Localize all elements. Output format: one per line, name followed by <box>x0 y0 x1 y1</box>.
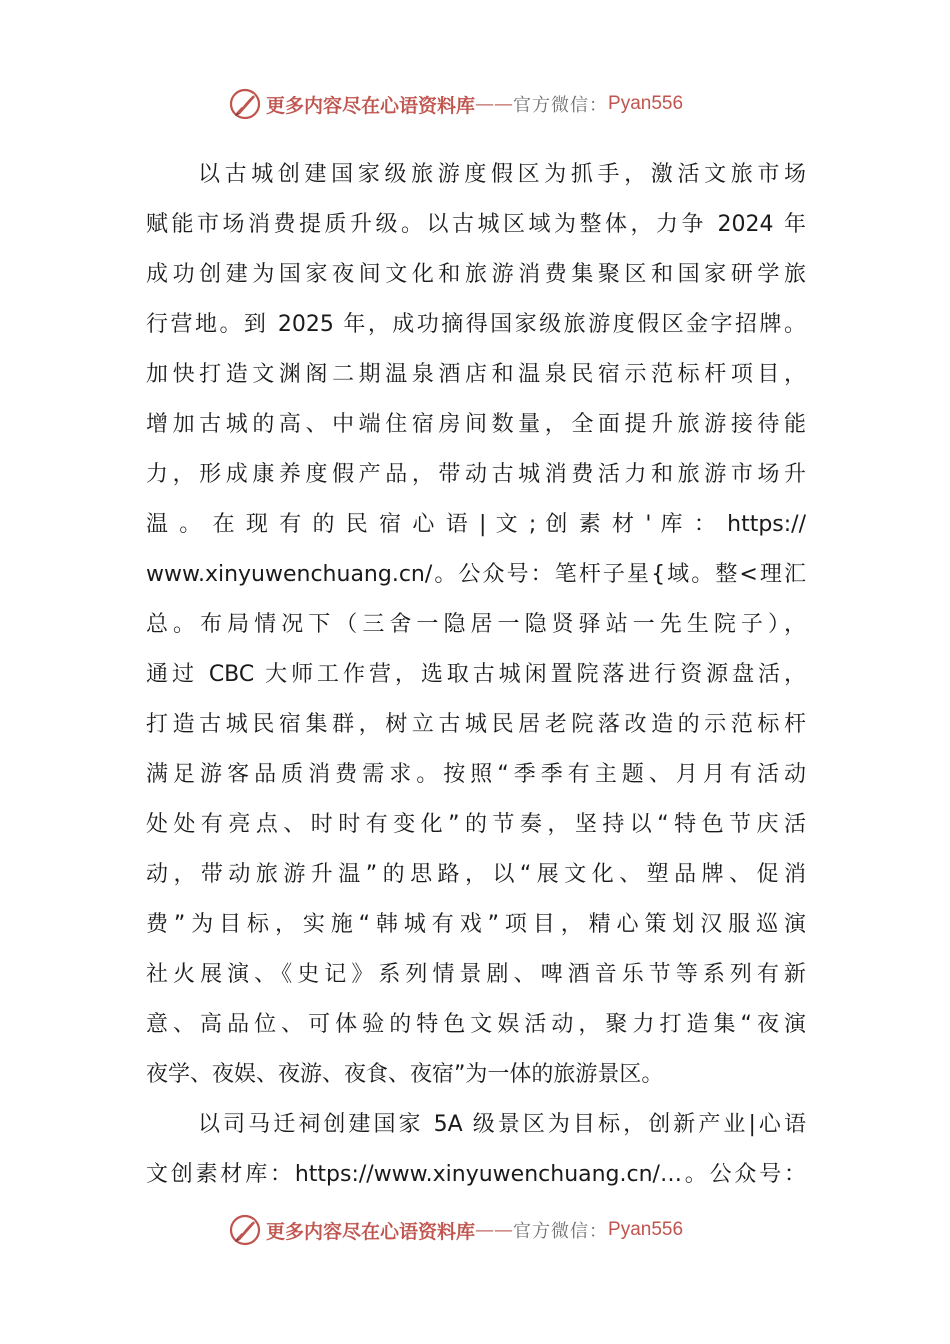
text-line: www.xinyuwenchuang.cn/。公众号：笔杆子星{域。整<理汇 <box>146 562 806 587</box>
body-text <box>146 150 806 1200</box>
text-line: 以司马迁祠创建国家 5A 级景区为目标，创新产业|心语 <box>198 1112 806 1137</box>
quill-pen-logo-icon <box>228 1213 262 1247</box>
text-line: 夜学、夜娱、夜游、夜食、夜宿”为一体的旅游景区。 <box>146 1062 664 1087</box>
text-line: 通过 CBC 大师工作营，选取古城闲置院落进行资源盘活， <box>146 662 806 687</box>
text-line: 力，形成康养度假产品，带动古城消费活力和旅游市场升 <box>146 462 806 487</box>
footer-banner <box>228 1212 728 1248</box>
text-line: 费”为目标，实施“韩城有戏”项目，精心策划汉服巡演 <box>146 912 806 937</box>
text-line: 打造古城民宿集群，树立古城民居老院落改造的示范标杆 <box>146 712 806 737</box>
banner-separator: —— <box>475 1219 514 1241</box>
text-line: 满足游客品质消费需求。按照“季季有主题、月月有活动 <box>146 762 806 787</box>
text-line: 温 。 在 现 有 的 民 宿 心 语 | 文 ; 创 素 材 ' 库 ： https:// <box>146 512 806 537</box>
text-line: 文创素材库：https://www.xinyuwenchuang.cn/…。公众号： <box>146 1162 806 1187</box>
text-line: 加快打造文渊阁二期温泉酒店和温泉民宿示范标杆项目， <box>146 362 806 387</box>
banner-title: 更多内容尽在心语资料库 <box>266 94 476 117</box>
text-line: 动，带动旅游升温”的思路，以“展文化、塑品牌、促消 <box>146 862 806 887</box>
banner-wechat-label: 官方微信： <box>513 95 609 116</box>
text-line: 社火展演、《史记》系列情景剧、啤酒音乐节等系列有新 <box>146 962 806 987</box>
banner-separator: —— <box>475 93 514 115</box>
header-banner <box>228 86 728 122</box>
banner-wechat-id: Pyan556 <box>608 1219 684 1240</box>
quill-pen-logo-icon <box>228 87 262 121</box>
text-line: 以古城创建国家级旅游度假区为抓手，激活文旅市场 <box>198 162 806 187</box>
text-line: 处处有亮点、时时有变化”的节奏，坚持以“特色节庆活 <box>146 812 806 837</box>
text-line: 总。布局情况下（三舍一隐居一隐贤驿站一先生院子）， <box>146 612 806 637</box>
banner-wechat-label: 官方微信： <box>513 1221 609 1242</box>
text-line: 赋能市场消费提质升级。以古城区域为整体，力争 2024 年 <box>146 212 806 237</box>
text-line: 增加古城的高、中端住宿房间数量，全面提升旅游接待能 <box>146 412 806 437</box>
text-line: 行营地。到 2025 年，成功摘得国家级旅游度假区金字招牌。 <box>146 312 806 337</box>
banner-title: 更多内容尽在心语资料库 <box>266 1220 476 1243</box>
text-line: 成功创建为国家夜间文化和旅游消费集聚区和国家研学旅 <box>146 262 806 287</box>
banner-wechat-id: Pyan556 <box>608 93 684 114</box>
text-line: 意、高品位、可体验的特色文娱活动，聚力打造集“夜演 <box>146 1012 806 1037</box>
